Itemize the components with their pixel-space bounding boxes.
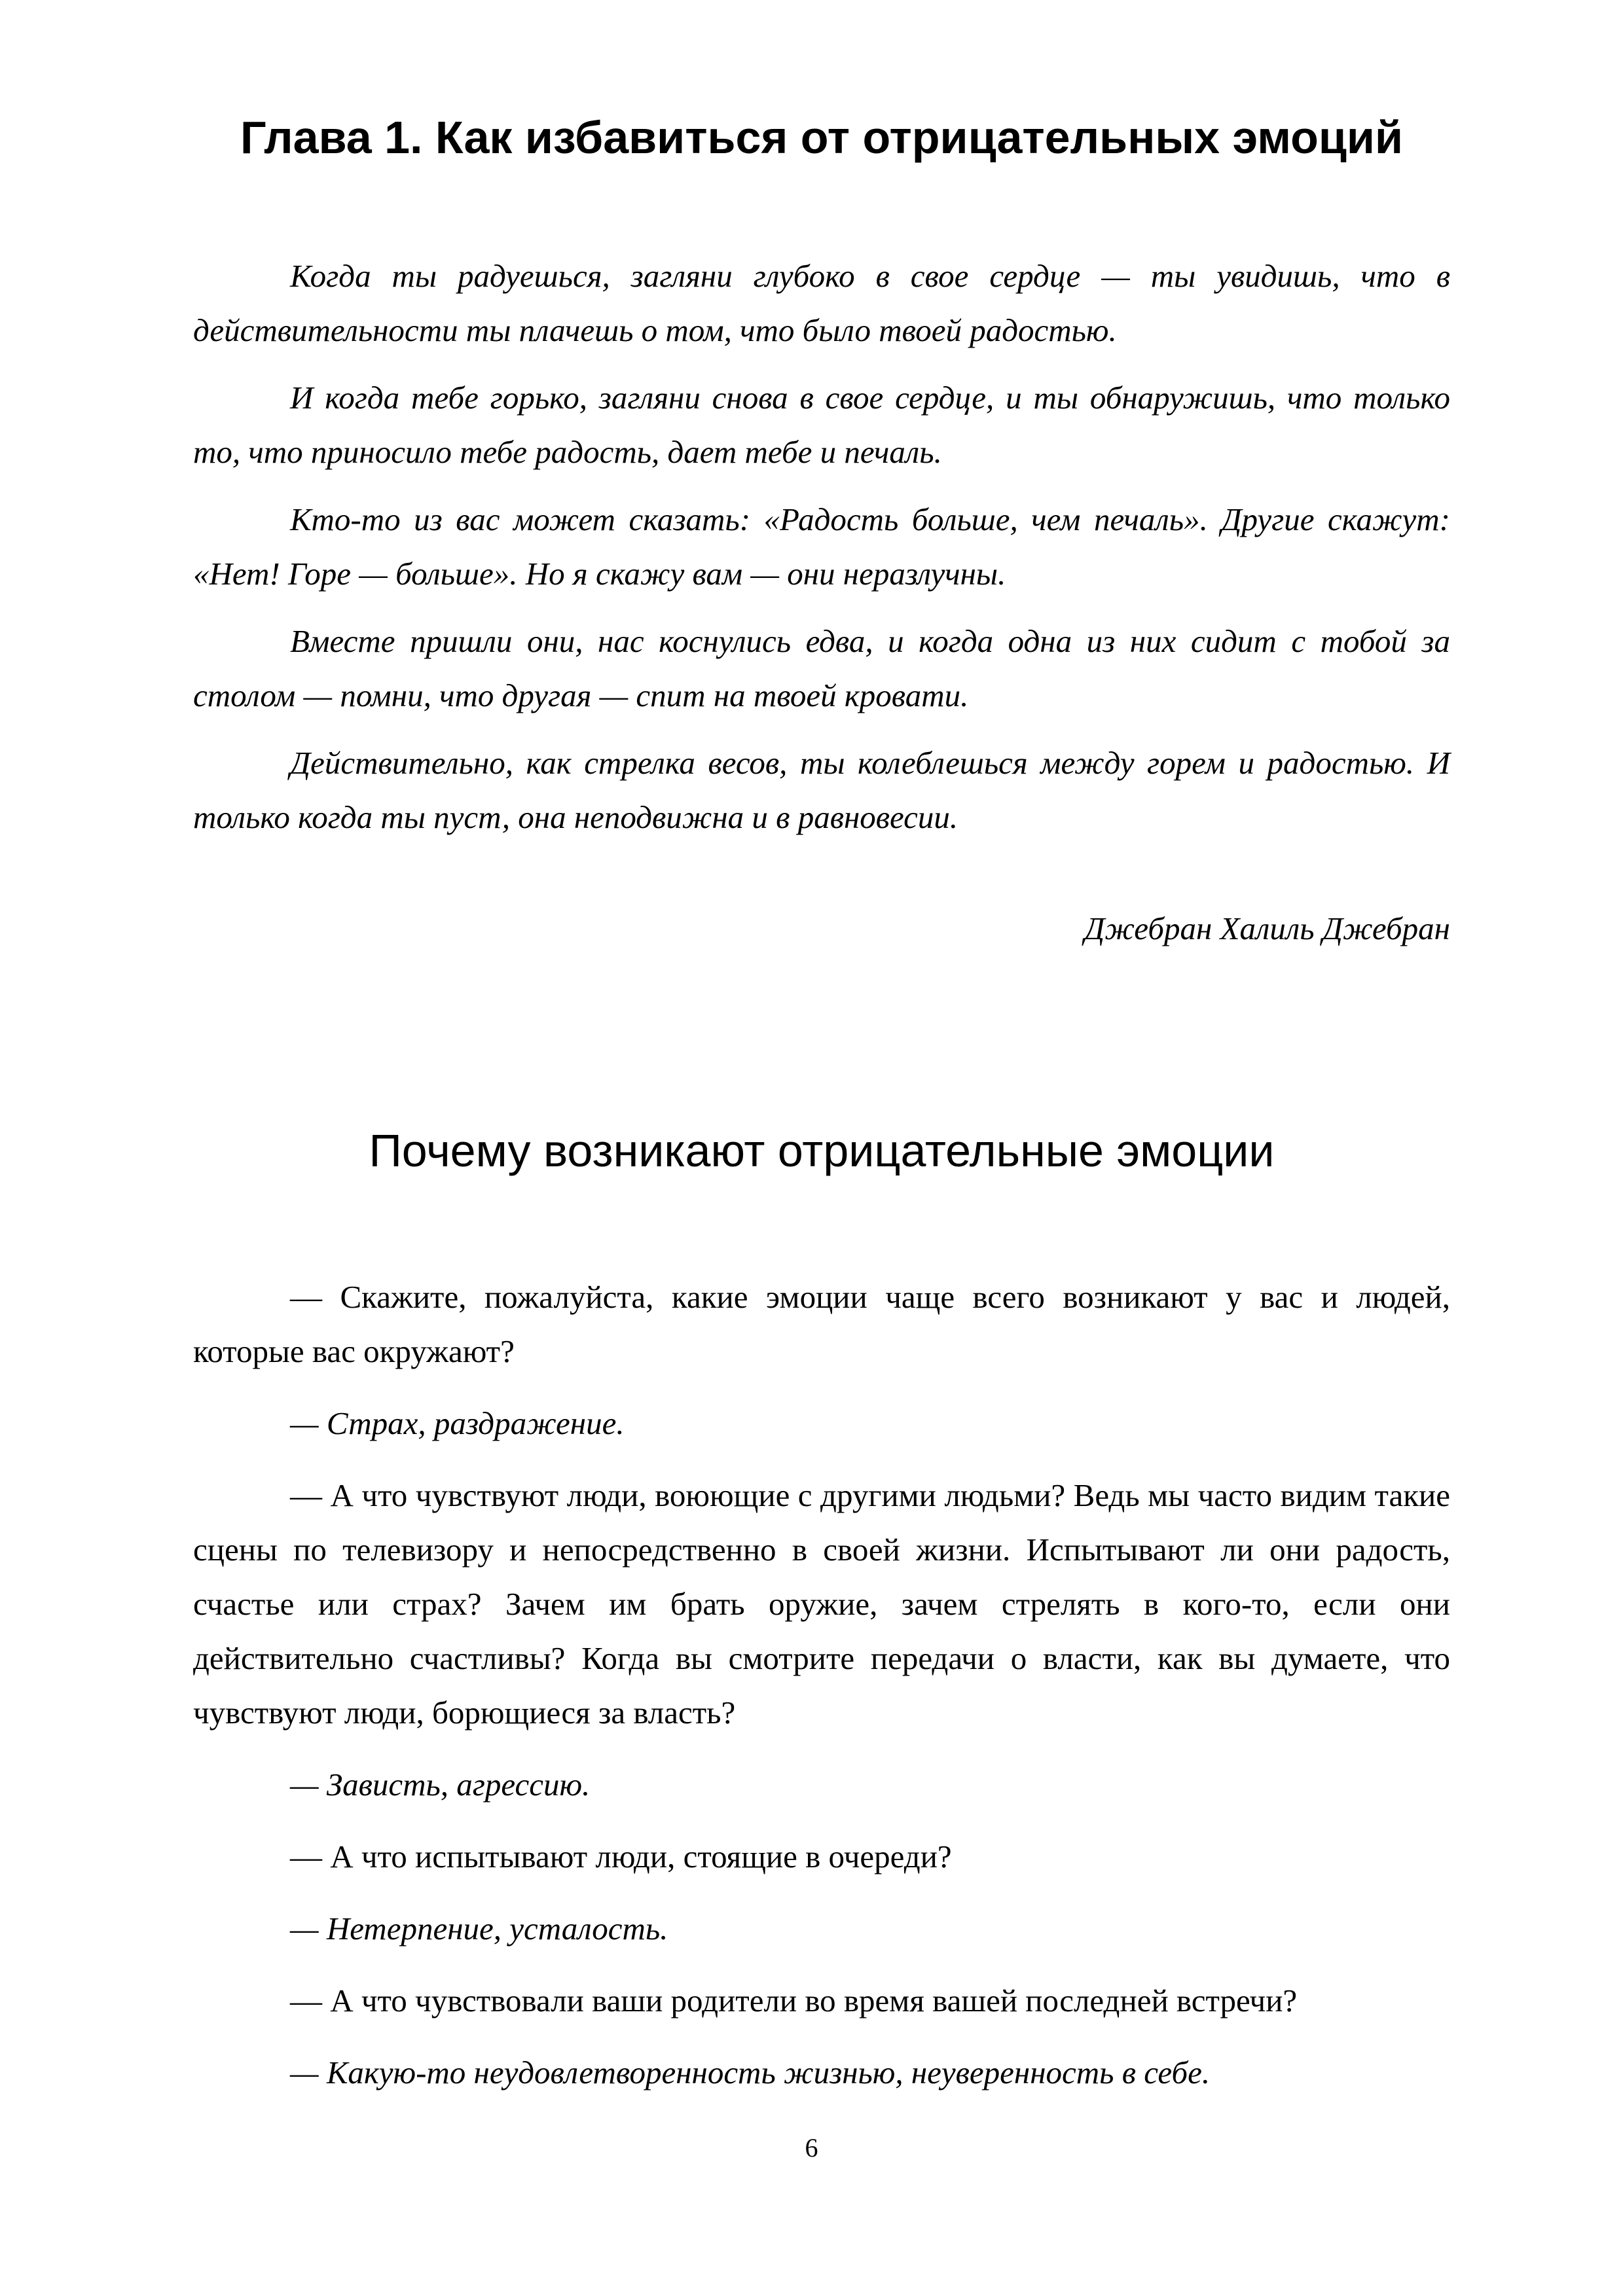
dialog-question: — А что чувствуют люди, воюющие с другими людьми? Ведь мы часто видим такие сцены по телевизору и непосредственно в своей жизни. Испытывают ли они радость, счастье или страх? Зачем им брать оружие, зачем стрелять в кого-то, если они действительно счастливы? Когда вы смотрите передачи о власти, как вы думаете, что чувствуют люди, борющиеся за власть? [193,1477,1450,1731]
epigraph-paragraph: Вместе пришли они, нас коснулись едва, и когда одна из них сидит с тобой за столом — помни, что другая — спит на твоей кровати. [193,623,1450,713]
dialog-question: — А что чувствовали ваши родители во время вашей последней встречи? [290,1982,1298,2018]
dialog-reply: — Нетерпение, усталость. [290,1910,668,1946]
epigraph-author: Джебран Халиль Джебран [1084,910,1450,946]
epigraph-paragraph: Когда ты радуешься, загляни глубоко в свое сердце — ты увидишь, что в действительности ты плачешь о том, что было твоей радостью. [193,258,1450,348]
dialog-reply: — Страх, раздражение. [290,1405,625,1441]
dialog [193,1270,1450,2100]
page-number: 6 [805,2133,818,2162]
dialog-question: — Скажите, пожалуйста, какие эмоции чаще всего возникают у вас и людей, которые вас окружают? [193,1279,1450,1369]
page-content [193,98,1450,2117]
chapter-title: Глава 1. Как избавиться от отрицательных эмоций [240,112,1403,163]
dialog-reply: — Какую-то неудовлетворенность жизнью, неуверенность в себе. [290,2054,1211,2090]
epigraph [193,249,1450,956]
epigraph-paragraph: И когда тебе горько, загляни снова в свое сердце, и ты обнаружишь, что только то, что приносило тебе радость, дает тебе и печаль. [193,380,1450,470]
dialog-reply: — Зависть, агрессию. [290,1767,591,1803]
epigraph-paragraph: Действительно, как стрелка весов, ты колеблешься между горем и радостью. И только когда ты пуст, она неподвижна и в равновесии. [193,745,1450,835]
dialog-question: — А что испытывают люди, стоящие в очереди? [290,1839,952,1874]
epigraph-paragraph: Кто-то из вас может сказать: «Радость больше, чем печаль». Другие скажут: «Нет! Горе — больше». Но я скажу вам — они неразлучны. [193,501,1450,592]
section-title: Почему возникают отрицательные эмоции [369,1125,1275,1176]
